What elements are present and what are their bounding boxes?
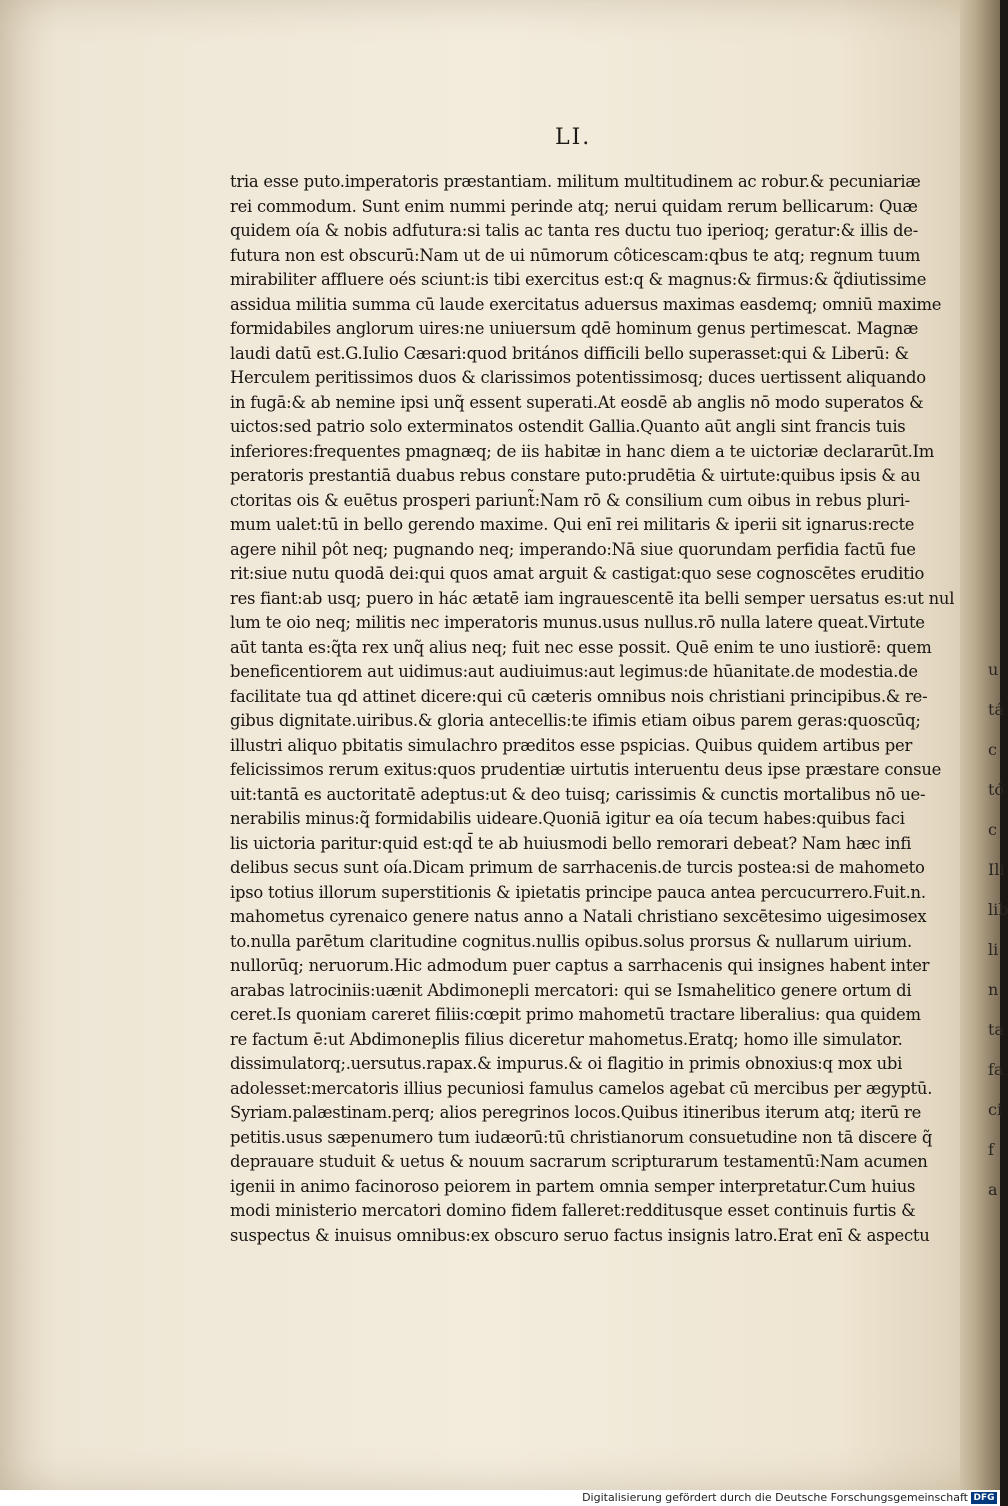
edge-fragment: lib [988, 900, 1008, 919]
text-line: quidem oía & nobis adfutura:si talis ac tanta res ductu tuo iperioq; geratur:& illis de- [230, 221, 919, 240]
text-line: dissimulatorq;.uersutus.rapax.& impurus.& oi flagitio in primis obnoxius:q mox ubi [230, 1054, 903, 1073]
text-line: tria esse puto.imperatoris præstantiam. militum multitudinem ac robur.& pecuniariæ [230, 172, 921, 191]
text-line: mum ualet:tū in bello gerendo maxime. Qui enī rei militaris & iperii sit ignarus:recte [230, 515, 915, 534]
text-line: nerabilis minus:q̃ formidabilis uideare.Quoniā igitur ea oía tecum habes:quibus faci [230, 809, 905, 828]
text-line: to.nulla parētum claritudine cognitus.nullis opibus.solus prorsus & nullarum uirium. [230, 931, 912, 951]
edge-fragment: li [988, 940, 999, 959]
text-line: delibus secus sunt oía.Dicam primum de sarrhacenis.de turcis postea:si de mahometo [230, 858, 925, 877]
text-line: deprauare studuit & uetus & nouum sacrarum scripturarum testamentū:Nam acumen [230, 1152, 928, 1171]
text-line: nullorūq; neruorum.Hic admodum puer captus a sarrhacenis qui insignes habent inter [230, 956, 930, 975]
text-line: laudi datū est.G.Iulio Cæsari:quod britános difficili bello superasset:qui & Liberū: & [230, 343, 909, 363]
edge-fragment: n [988, 980, 999, 999]
edge-fragment: ci [988, 1100, 1003, 1119]
text-line: modi ministerio mercatori domino fidem falleret:redditusque esset continuis furtis & [230, 1201, 916, 1220]
text-line: arabas latrociniis:uænit Abdimonepli mercatori: qui se Ismahelitico genere ortum di [230, 980, 912, 1000]
edge-fragment: u [988, 660, 999, 679]
edge-fragment: ta [988, 1020, 1004, 1039]
text-line: Syriam.palæstinam.perq; alios peregrinos locos.Quibus itineribus iterum atq; iterū re [230, 1103, 922, 1122]
text-line: felicissimos rerum exitus:quos prudentiæ uirtutis interuentu deus ipse præstare consue [230, 760, 942, 779]
text-line: Herculem peritissimos duos & clarissimos potentissimosq; duces uertissent aliquando [230, 368, 926, 387]
text-line: facilitate tua qd attinet dicere:qui cū cæteris omnibus nois christiani principibus.& re- [230, 686, 928, 706]
text-line: adolesset:mercatoris illius pecuniosi famulus camelos agebat cū mercibus per ægyptū. [230, 1078, 933, 1098]
text-line: ipso totius illorum superstitionis & ipietatis principe pauca antea percucurrero.Fuit.n. [230, 882, 926, 902]
text-line: res fiant:ab usq; puero in hác ætatē iam ingrauescentē ita belli semper uersatus es:ut nul [230, 588, 955, 608]
text-line: rit:siue nutu quodā dei:qui quos amat arguit & castigat:quo sese cognoscētes eruditio [230, 564, 925, 583]
dfg-logo: DFG [971, 1492, 997, 1504]
text-line: rei commodum. Sunt enim nummi perinde atq; nerui quidam rerum bellicarum: Quæ [230, 196, 918, 216]
edge-fragment: Ili [988, 860, 1005, 879]
text-line: re factum ē:ut Abdimoneplis filius diceretur mahometus.Eratq; homo ille simulator. [230, 1029, 903, 1049]
text-line: suspectus & inuisus omnibus:ex obscuro seruo factus insignis latro.Erat enī & aspectu [230, 1225, 930, 1245]
edge-fragment: c [988, 740, 997, 759]
text-line: lis uictoria paritur:quid est:qd̄ te ab huiusmodi bello remorari debeat? Nam hæc infi [230, 833, 912, 853]
text-line: lum te oio neq; militis nec imperatoris munus.usus nullus.rō nulla latere queat.Virtute [230, 613, 925, 632]
text-line: ctoritas ois & euētus prosperi pariunt̃:Nam rō & consilium cum oibus in rebus pluri- [230, 490, 910, 510]
text-line: aūt tanta es:q̃ta rex unq̃ alius neq; fuit nec esse possit. Quē enim te uno iustiorē: quem [230, 637, 932, 657]
main-text-block [230, 170, 955, 1248]
funding-credit: Digitalisierung gefördert durch die Deutsche Forschungsgemeinschaft [582, 1491, 968, 1504]
text-line: illustri aliquo pbitatis simulachro præditos esse pspicias. Quibus quidem artibus per [230, 735, 913, 755]
text-line: gibus dignitate.uiribus.& gloria antecellis:te ifimis etiam oibus parem geras:quoscūq; [230, 711, 921, 730]
edge-fragment: tó [988, 780, 1005, 799]
text-line: inferiores:frequentes pmagnæq; de iis habitæ in hanc diem a te uictoriæ declararūt.Im [230, 441, 935, 461]
edge-fragment: c [988, 820, 997, 839]
text-line: petitis.usus sæpenumero tum iudæorū:tū christianorum consuetudine non tā discere q̃ [230, 1127, 933, 1147]
text-line: uictos:sed patrio solo exterminatos ostendit Gallia.Quanto aūt angli sint francis tuis [230, 417, 906, 436]
edge-fragment: fa [988, 1060, 1004, 1079]
text-line: beneficentiorem aut uidimus:aut audiuimus:aut legimus:de hūanitate.de modestia.de [230, 662, 918, 681]
text-line: futura non est obscurū:Nam ut de ui nūmorum côticescam:qbus te atq; regnum tuum [230, 245, 921, 265]
text-line: mirabiliter affluere oés sciunt:is tibi exercitus est:q & magnus:& firmus:& q̃diutissime [230, 270, 927, 289]
text-line: agere nihil pôt neq; pugnando neq; imperando:Nā siue quorundam perfidia factū fue [230, 539, 916, 559]
edge-fragment: tá [988, 700, 1004, 719]
text-line: peratoris prestantiā duabus rebus constare puto:prudētia & uirtute:quibus ipsis & au [230, 466, 921, 485]
adjacent-page-edge-text [988, 650, 1008, 1210]
folio-number: LI. [555, 125, 592, 150]
footer-bar [0, 1490, 1000, 1506]
text-line: igenii in animo facinoroso peiorem in partem omnia semper interpretatur.Cum huius [230, 1176, 916, 1196]
text-line: assidua militia summa cū laude exercitatus aduersus maximas easdemq; omniū maxime [230, 294, 942, 314]
text-line: uit:tantā es auctoritatē adeptus:ut & deo tuisq; carissimis & cunctis mortalibus nō ue- [230, 784, 926, 804]
text-line: mahometus cyrenaico genere natus anno a Natali christiano sexcētesimo uigesimosex [230, 907, 927, 926]
text-line: formidabiles anglorum uires:ne uniuersum qdē hominum genus pertimescat. Magnæ [230, 319, 919, 338]
edge-fragment: f [988, 1140, 994, 1159]
text-line: in fugā:& ab nemine ipsi unq̃ essent superati.At eosdē ab anglis nō modo superatos & [230, 392, 924, 412]
text-line: ceret.Is quoniam careret filiis:cœpit primo mahometū tractare liberalius: qua quidem [230, 1005, 921, 1024]
edge-fragment: a [988, 1180, 998, 1199]
